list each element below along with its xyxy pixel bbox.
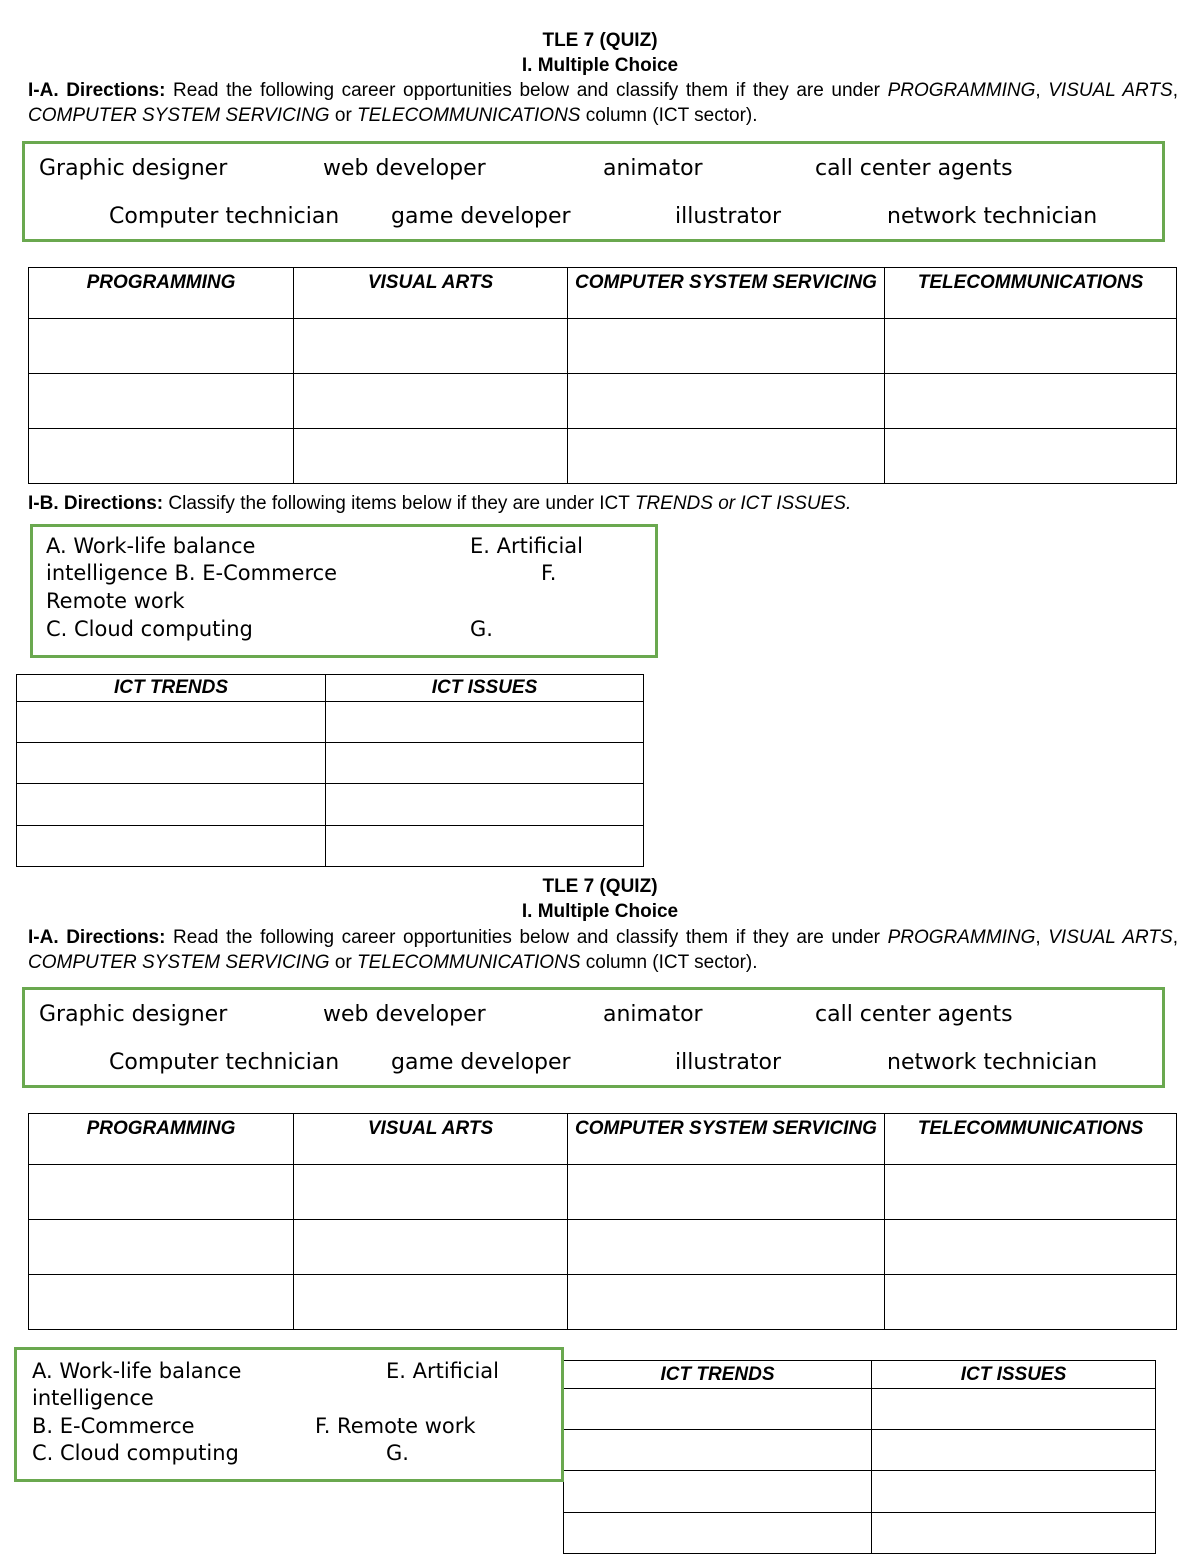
career-item: game developer: [391, 1050, 571, 1075]
career-item: network technician: [887, 1050, 1098, 1075]
table-header-row: [564, 1361, 1156, 1389]
column-header: ICT ISSUES: [326, 675, 644, 702]
career-item: Computer technician: [109, 1050, 340, 1075]
answer-cell[interactable]: [568, 319, 885, 374]
column-header: VISUAL ARTS: [294, 1114, 568, 1165]
quiz1-title: TLE 7 (QUIZ): [542, 30, 658, 51]
answer-cell[interactable]: [568, 1220, 885, 1275]
quiz1-items-box: [30, 524, 658, 658]
directions-label: I-A. Directions:: [28, 927, 166, 948]
quiz1-directions-b: I-B. Directions: Classify the following items below if they are under ICT TRENDS or ICT ISSUES.: [28, 493, 852, 514]
answer-cell[interactable]: [885, 429, 1177, 484]
column-header: ICT TRENDS: [564, 1361, 872, 1389]
item-line: A. Work-life balance: [32, 1359, 242, 1383]
career-item: network technician: [887, 204, 1098, 229]
column-header: PROGRAMMING: [29, 268, 294, 319]
column-header: COMPUTER SYSTEM SERVICING: [568, 268, 885, 319]
answer-cell[interactable]: [326, 702, 644, 743]
column-header: TELECOMMUNICATIONS: [885, 1114, 1177, 1165]
table-row: [29, 1220, 1177, 1275]
answer-cell[interactable]: [568, 374, 885, 429]
answer-cell[interactable]: [564, 1471, 872, 1513]
item-line: intelligence B. E-Commerce: [46, 561, 338, 585]
answer-cell[interactable]: [294, 429, 568, 484]
table-row: [29, 319, 1177, 374]
quiz1-ict-table: [16, 674, 644, 867]
quiz2-career-box: [22, 987, 1165, 1088]
career-item: call center agents: [815, 156, 1013, 181]
answer-cell[interactable]: [885, 319, 1177, 374]
table-row: [564, 1430, 1156, 1471]
item-line: E. Artificial: [386, 1359, 499, 1383]
answer-cell[interactable]: [568, 1275, 885, 1330]
answer-cell[interactable]: [29, 1220, 294, 1275]
career-item: web developer: [323, 156, 486, 181]
item-line: G.: [470, 617, 493, 641]
table-row: [29, 1165, 1177, 1220]
answer-cell[interactable]: [294, 1220, 568, 1275]
answer-cell[interactable]: [294, 1275, 568, 1330]
item-line: Remote work: [46, 589, 185, 613]
column-header: ICT TRENDS: [17, 675, 326, 702]
quiz1-subtitle: I. Multiple Choice: [521, 55, 679, 76]
answer-cell[interactable]: [29, 1275, 294, 1330]
answer-cell[interactable]: [872, 1471, 1156, 1513]
answer-cell[interactable]: [568, 1165, 885, 1220]
table-row: [17, 784, 644, 826]
item-line: E. Artificial: [470, 534, 583, 558]
answer-cell[interactable]: [326, 743, 644, 784]
answer-cell[interactable]: [872, 1389, 1156, 1430]
table-row: [564, 1471, 1156, 1513]
table-row: [564, 1513, 1156, 1554]
career-item: illustrator: [675, 1050, 782, 1075]
career-item: animator: [603, 156, 703, 181]
item-line: G.: [386, 1441, 409, 1465]
answer-cell[interactable]: [568, 429, 885, 484]
answer-cell[interactable]: [885, 1165, 1177, 1220]
answer-cell[interactable]: [885, 374, 1177, 429]
quiz2-classification-table: [28, 1113, 1177, 1330]
table-row: [17, 826, 644, 867]
quiz2-ict-table: [563, 1360, 1156, 1554]
answer-cell[interactable]: [885, 1275, 1177, 1330]
career-item: web developer: [323, 1002, 486, 1027]
column-header: PROGRAMMING: [29, 1114, 294, 1165]
answer-cell[interactable]: [885, 1220, 1177, 1275]
table-header-row: [29, 268, 1177, 319]
quiz1-career-box: [22, 141, 1165, 242]
answer-cell[interactable]: [564, 1430, 872, 1471]
answer-cell[interactable]: [326, 826, 644, 867]
career-item: call center agents: [815, 1002, 1013, 1027]
career-item: illustrator: [675, 204, 782, 229]
item-line: B. E-Commerce: [32, 1414, 195, 1438]
answer-cell[interactable]: [29, 374, 294, 429]
item-line: F.: [541, 561, 557, 585]
table-row: [564, 1389, 1156, 1430]
table-header-row: [17, 675, 644, 702]
answer-cell[interactable]: [29, 429, 294, 484]
item-line: C. Cloud computing: [46, 617, 253, 641]
answer-cell[interactable]: [294, 374, 568, 429]
quiz2-directions-a: I-A. Directions: Read the following career opportunities below and classify them if they are under PROGRAMMING, VISUAL ARTS, COMPUTER SYSTEM SERVICING or TELECOMMUNICATIONS column (ICT sector).: [28, 927, 1178, 973]
career-item: Graphic designer: [39, 1002, 228, 1027]
column-header: TELECOMMUNICATIONS: [885, 268, 1177, 319]
answer-cell[interactable]: [17, 784, 326, 826]
column-header: COMPUTER SYSTEM SERVICING: [568, 1114, 885, 1165]
answer-cell[interactable]: [872, 1430, 1156, 1471]
answer-cell[interactable]: [29, 1165, 294, 1220]
quiz2-items-box: [14, 1347, 564, 1482]
item-line: intelligence: [32, 1386, 154, 1410]
answer-cell[interactable]: [17, 743, 326, 784]
career-item: Graphic designer: [39, 156, 228, 181]
career-item: animator: [603, 1002, 703, 1027]
item-line: C. Cloud computing: [32, 1441, 239, 1465]
answer-cell[interactable]: [326, 784, 644, 826]
table-row: [29, 429, 1177, 484]
table-header-row: [29, 1114, 1177, 1165]
answer-cell[interactable]: [564, 1513, 872, 1554]
answer-cell[interactable]: [294, 1165, 568, 1220]
column-header: ICT ISSUES: [872, 1361, 1156, 1389]
career-item: game developer: [391, 204, 571, 229]
answer-cell[interactable]: [29, 319, 294, 374]
career-item: Computer technician: [109, 204, 340, 229]
directions-label: I-A. Directions:: [28, 80, 166, 101]
answer-cell[interactable]: [17, 702, 326, 743]
quiz2-subtitle: I. Multiple Choice: [521, 901, 679, 922]
table-row: [29, 1275, 1177, 1330]
item-line: A. Work-life balance: [46, 534, 256, 558]
quiz2-title: TLE 7 (QUIZ): [542, 876, 658, 897]
answer-cell[interactable]: [872, 1513, 1156, 1554]
directions-label: I-B. Directions:: [28, 493, 164, 514]
answer-cell[interactable]: [17, 826, 326, 867]
quiz1-directions-a: I-A. Directions: Read the following career opportunities below and classify them if they are under PROGRAMMING, VISUAL ARTS, COMPUTER SYSTEM SERVICING or TELECOMMUNICATIONS column (ICT sector).: [28, 80, 1178, 126]
table-row: [29, 374, 1177, 429]
answer-cell[interactable]: [294, 319, 568, 374]
answer-cell[interactable]: [564, 1389, 872, 1430]
table-row: [17, 702, 644, 743]
table-row: [17, 743, 644, 784]
column-header: VISUAL ARTS: [294, 268, 568, 319]
quiz1-classification-table: [28, 267, 1177, 484]
item-line: F. Remote work: [315, 1414, 476, 1438]
